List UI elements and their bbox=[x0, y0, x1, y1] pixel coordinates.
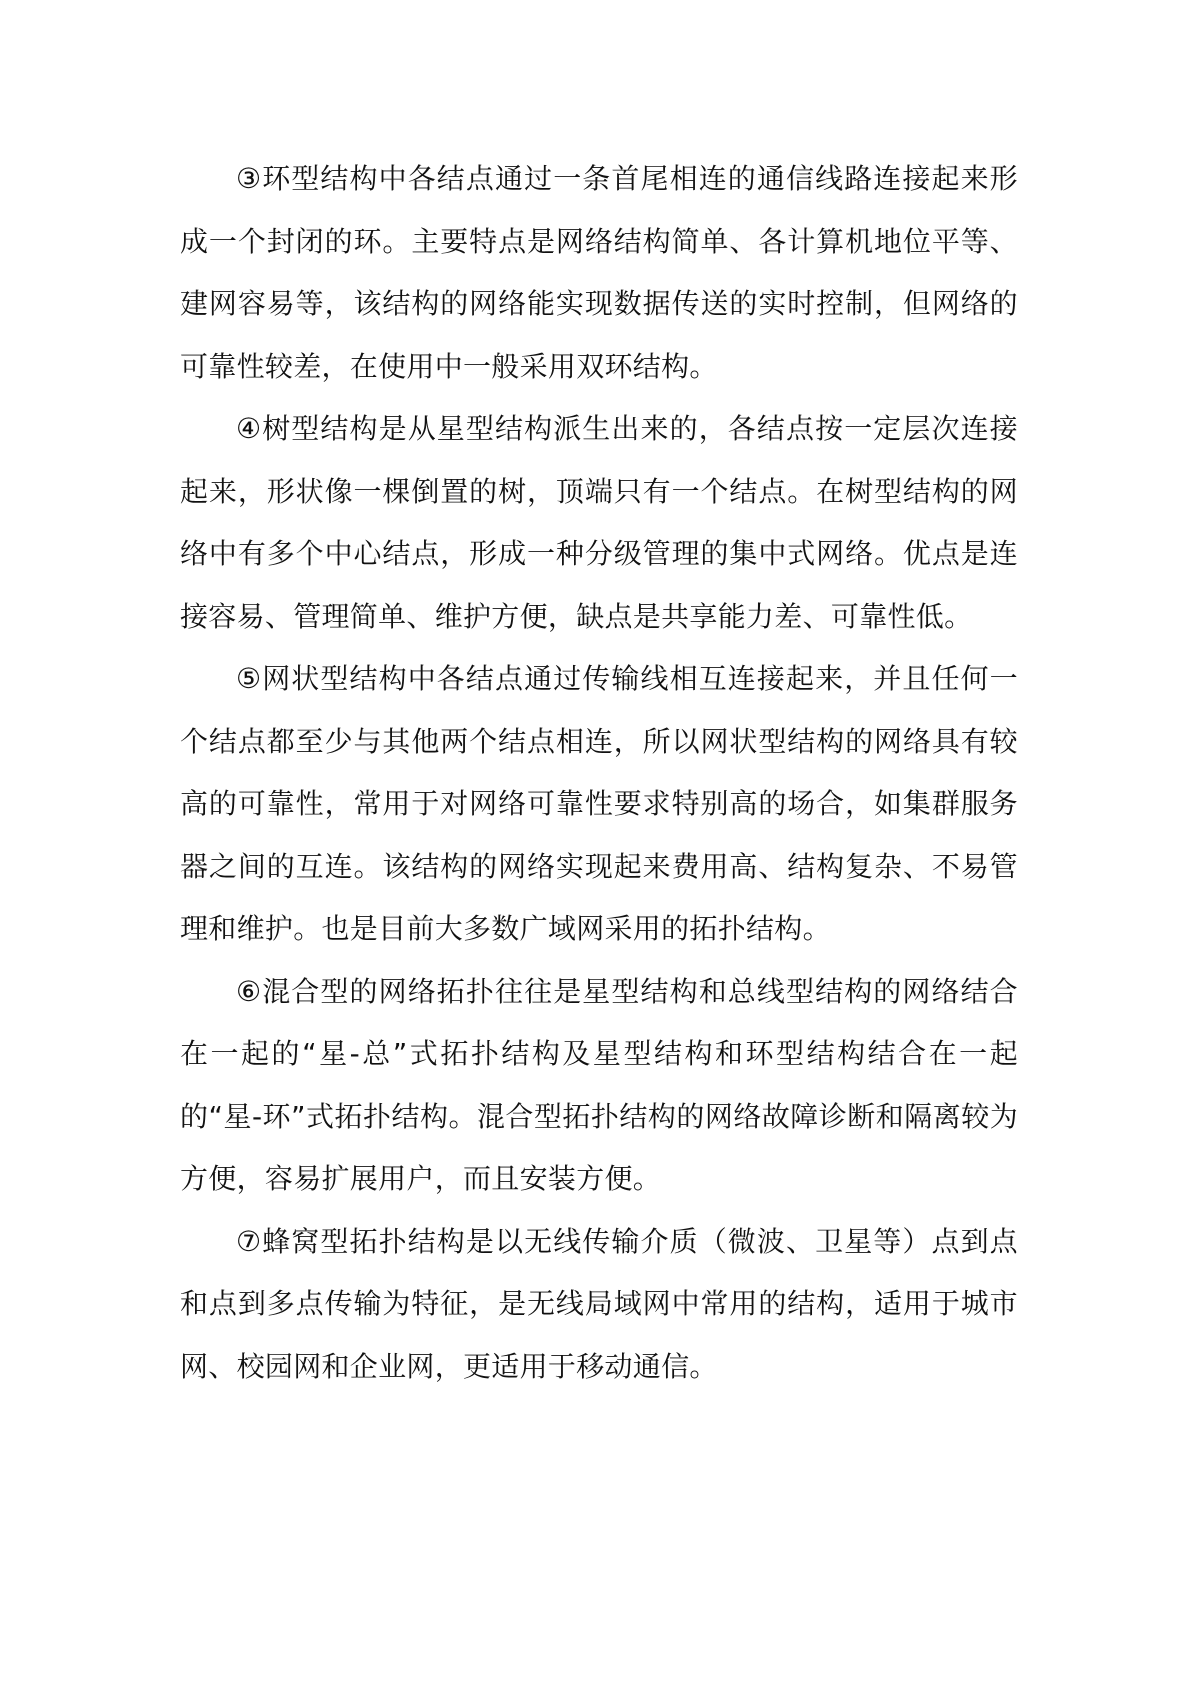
paragraph-cellular-topology: ⑦蜂窝型拓扑结构是以无线传输介质（微波、卫星等）点到点和点到多点传输为特征，是无线局域网中常用的结构，适用于城市网、校园网和企业网，更适用于移动通信。 bbox=[180, 1224, 1018, 1383]
paragraph-tree-topology: ④树型结构是从星型结构派生出来的，各结点按一定层次连接起来，形状像一棵倒置的树，顶端只有一个结点。在树型结构的网络中有多个中心结点，形成一种分级管理的集中式网络。优点是连接容易、管理简单、维护方便，缺点是共享能力差、可靠性低。 bbox=[180, 412, 1018, 633]
document-page bbox=[180, 148, 1018, 1398]
paragraph-ring-topology: ③环型结构中各结点通过一条首尾相连的通信线路连接起来形成一个封闭的环。主要特点是网络结构简单、各计算机地位平等、建网容易等，该结构的网络能实现数据传送的实时控制，但网络的可靠性较差，在使用中一般采用双环结构。 bbox=[180, 162, 1018, 383]
paragraph-mesh-topology: ⑤网状型结构中各结点通过传输线相互连接起来，并且任何一个结点都至少与其他两个结点相连，所以网状型结构的网络具有较高的可靠性，常用于对网络可靠性要求特别高的场合，如集群服务器之间的互连。该结构的网络实现起来费用高、结构复杂、不易管理和维护。也是目前大多数广域网采用的拓扑结构。 bbox=[180, 662, 1018, 945]
paragraph-hybrid-topology: ⑥混合型的网络拓扑往往是星型结构和总线型结构的网络结合在一起的“星-总”式拓扑结构及星型结构和环型结构结合在一起的“星-环”式拓扑结构。混合型拓扑结构的网络故障诊断和隔离较为方便，容易扩展用户，而且安装方便。 bbox=[180, 974, 1018, 1195]
